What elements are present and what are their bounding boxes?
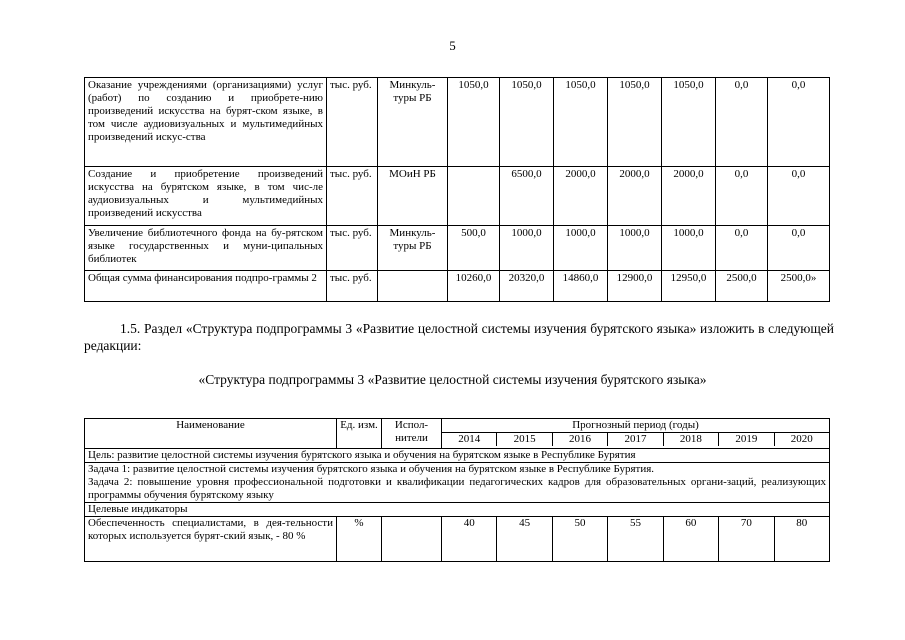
year-label: 2018 — [663, 433, 718, 446]
header-row — [85, 419, 830, 449]
years-row — [442, 433, 829, 446]
row-executor: Минкуль-туры РБ — [378, 226, 448, 271]
row-unit: тыс. руб. — [327, 78, 378, 167]
header-name: Наименование — [85, 419, 337, 449]
row-unit: тыс. руб. — [327, 226, 378, 271]
row-name: Оказание учреждениями (организациями) услуг (работ) по созданию и приобрете-нию произведений искусства на бурят-ском языке, в том числе аудиовизуальных и мультимедийных произведений искус-ства — [85, 78, 327, 167]
row-executor: Минкуль-туры РБ — [378, 78, 448, 167]
values-row — [442, 517, 829, 561]
value-cell: 1000,0 — [500, 226, 554, 271]
row-unit: тыс. руб. — [327, 167, 378, 226]
value-cell: 500,0 — [448, 226, 500, 271]
row-name: Увеличение библиотечного фонда на бу-рятском языке государственных и муни-ципальных библиотек — [85, 226, 327, 271]
year-label: 2017 — [607, 433, 662, 446]
value-cell: 1050,0 — [608, 78, 662, 167]
value-cell: 12900,0 — [608, 271, 662, 302]
value-cell: 10260,0 — [448, 271, 500, 302]
value-cell: 1050,0 — [448, 78, 500, 167]
value-cell: 0,0 — [716, 226, 768, 271]
value-cell: 1000,0 — [554, 226, 608, 271]
tasks-cell — [85, 463, 830, 503]
table-row — [85, 78, 830, 167]
value-cell: 80 — [774, 517, 829, 561]
table-row — [85, 167, 830, 226]
value-cell: 55 — [607, 517, 662, 561]
value-cell: 1050,0 — [554, 78, 608, 167]
value-cell: 40 — [463, 517, 475, 529]
table-row — [85, 226, 830, 271]
header-period — [442, 419, 830, 449]
year-label: 2016 — [552, 433, 607, 446]
financing-table — [84, 77, 830, 302]
indicator-name: Обеспеченность специалистами, в дея-тельности которых используется бурят-ский язык, - 80 % — [85, 517, 337, 562]
table-row-total — [85, 271, 830, 302]
indicators-label: Целевые индикаторы — [85, 503, 830, 517]
value-cell: 0,0 — [768, 167, 830, 226]
value-cell: 60 — [663, 517, 718, 561]
year-label: 2019 — [718, 433, 773, 446]
header-executor: Испол-нители — [382, 419, 442, 449]
value-cell — [448, 167, 500, 226]
goal-text: Цель: развитие целостной системы изучения бурятского языка и обучения на бурятском языке в Республике Бурятия — [85, 449, 830, 463]
value-cell: 0,0 — [768, 78, 830, 167]
value-cell: 0,0 — [768, 226, 830, 271]
value-cell: 2000,0 — [608, 167, 662, 226]
indicator-row — [85, 517, 830, 562]
indicator-executor — [382, 517, 442, 562]
tasks-row — [85, 463, 830, 503]
year-label: 2015 — [496, 433, 551, 446]
row-name: Общая сумма финансирования подпро-граммы 2 — [85, 271, 327, 302]
structure-table — [84, 418, 830, 562]
value-cell: 20320,0 — [500, 271, 554, 302]
page-number: 5 — [449, 38, 456, 53]
value-cell: 1050,0 — [662, 78, 716, 167]
section-subtitle: «Структура подпрограммы 3 «Развитие целостной системы изучения бурятского языка» — [198, 372, 707, 387]
task-1-text: Задача 1: развитие целостной системы изучения бурятского языка и обучения на бурятском языке в Республике Бурятия. — [88, 463, 655, 475]
row-name: Создание и приобретение произведений искусства на бурятском языке, в том чис-ле аудиовизуальных и мультимедийных произведений искусства — [85, 167, 327, 226]
row-unit: тыс. руб. — [327, 271, 378, 302]
indicator-values — [442, 517, 830, 562]
row-executor: МОиН РБ — [378, 167, 448, 226]
value-cell: 14860,0 — [554, 271, 608, 302]
row-executor — [378, 271, 448, 302]
goal-row — [85, 449, 830, 463]
value-cell: 6500,0 — [500, 167, 554, 226]
value-cell: 2000,0 — [662, 167, 716, 226]
indicator-unit: % — [337, 517, 382, 562]
year-label: 2020 — [774, 433, 829, 446]
indicators-row — [85, 503, 830, 517]
header-unit: Ед. изм. — [337, 419, 382, 449]
value-cell: 2000,0 — [554, 167, 608, 226]
value-cell: 70 — [718, 517, 773, 561]
value-cell: 1000,0 — [608, 226, 662, 271]
value-cell: 2500,0 — [716, 271, 768, 302]
value-cell: 50 — [552, 517, 607, 561]
value-cell: 1050,0 — [500, 78, 554, 167]
value-cell: 0,0 — [716, 167, 768, 226]
period-label: Прогнозный период (годы) — [442, 419, 829, 433]
value-cell: 2500,0» — [768, 271, 830, 302]
value-cell: 45 — [496, 517, 551, 561]
year-label: 2014 — [458, 433, 481, 445]
amendment-paragraph: 1.5. Раздел «Структура подпрограммы 3 «Развитие целостной системы изучения бурятского языка» изложить в следующей редакции: — [84, 321, 834, 353]
value-cell: 1000,0 — [662, 226, 716, 271]
value-cell: 12950,0 — [662, 271, 716, 302]
task-2-text: Задача 2: повышение уровня профессиональной подготовки и квалификации педагогических кадров для образовательных органи-заций, реализующих программы обучения бурятскому языку — [88, 476, 826, 501]
value-cell: 0,0 — [716, 78, 768, 167]
